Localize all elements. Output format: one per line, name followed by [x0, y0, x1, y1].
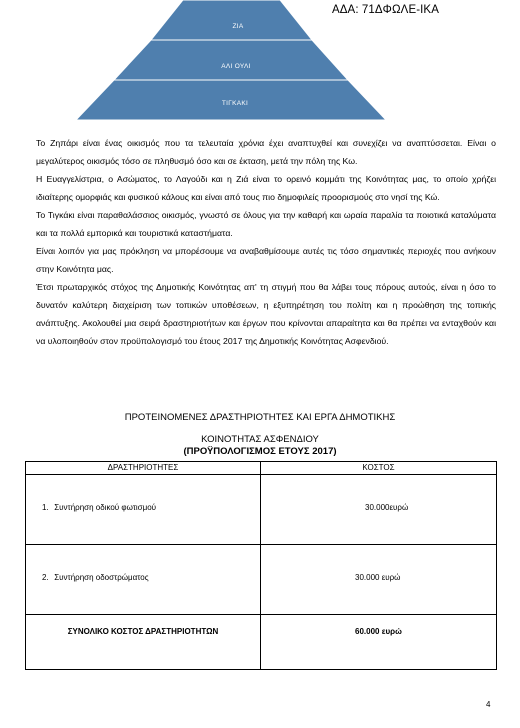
paragraph-zipari: Το Ζηπάρι είναι ένας οικισμός που τα τελευταία χρόνια έχει αναπτυχθεί και συνεχίζει να αναπτύσσεται. Είναι ο μεγαλύτερος οικισμός τόσο σε πληθυσμό όσο και σε έκταση, μετά την πόλη της Κω. — [36, 138, 496, 166]
paragraph-mountain-villages: Η Ευαγγελίστρια, ο Ασώματος, το Λαγούδι και η Ζιά είναι το ορεινό κομμάτι της Κοινότητας μας, το οποίο χρήζει ιδιαίτερης ομορφιάς και φυσικού κάλους και είναι από τους πιο δημοφιλείς προορισμούς στο νησί της Κώ. — [36, 174, 496, 202]
activities-table — [25, 461, 497, 670]
table-row — [26, 475, 497, 545]
header-activities: ΔΡΑΣΤΗΡΙΟΤΗΤΕΣ — [26, 462, 261, 475]
pyramid-level-top — [151, 0, 312, 40]
activity-name: Συντήρηση οδικού φωτισμού — [54, 503, 157, 512]
section-heading-line2: ΚΟΙΝΟΤΗΤΑΣ ΑΣΦΕΝΔΙΟΥ — [201, 434, 319, 445]
section-heading-line1: ΠΡΟΤΕΙΝΟΜΕΝΕΣ ΔΡΑΣΤΗΡΙΟΤΗΤΕΣ ΚΑΙ ΕΡΓΑ ΔΗΜΟΤΙΚΗΣ — [124, 412, 396, 423]
cost-cell: 30.000 ευρώ — [261, 545, 497, 615]
total-label: ΣΥΝΟΛΙΚΟ ΚΟΣΤΟΣ ΔΡΑΣΤΗΡΙΟΤΗΤΩΝ — [26, 615, 261, 670]
table-header-row — [26, 462, 497, 475]
activity-cell — [26, 475, 261, 545]
pyramid-label-zia: ΖΙΑ — [232, 23, 244, 30]
activity-name: Συντήρηση οδοστρώματος — [54, 573, 149, 582]
table-total-row — [26, 615, 497, 670]
table-row — [26, 545, 497, 615]
section-heading-line3: (ΠΡΟΫΠΟΛΟΓΙΣΜΟΣ ΕΤΟΥΣ 2017) — [183, 446, 337, 457]
pyramid-label-middle: ΑΛΙ ΟΥΛΙ — [221, 63, 251, 70]
page-number: 4 — [486, 700, 491, 709]
header-cost: ΚΟΣΤΟΣ — [261, 462, 497, 475]
activity-cell — [26, 545, 261, 615]
total-cost: 60.000 ευρώ — [261, 615, 497, 670]
paragraph-tigkaki: Το Τιγκάκι είναι παραθαλάσσιος οικισμός, γνωστό σε όλους για την καθαρή και ωραία παραλία τα ποιοτικά καταλύματα και τα πολλά εμπορικά και τουριστικά καταστήματα. — [36, 210, 496, 238]
cost-cell: 30.000ευρώ — [261, 475, 497, 545]
pyramid-level-middle — [114, 40, 348, 80]
pyramid-label-tigkaki: ΤΙΓΚΑΚΙ — [221, 100, 249, 107]
paragraph-goal: Έτσι πρωταρχικός στόχος της Δημοτικής Κοινότητας απ' τη στιγμή που θα λάβει τους πόρους αυτούς, είναι η όσο το δυνατόν καλύτερη διαχείριση των τοπικών υποθέσεων, η εξυπηρέτηση του πολίτη και η προώθηση της τοπικής ανάπτυξης. Ακολουθεί μια σειρά δραστηριοτήτων και έργων που κρίνονται απαραίτητα και θα πρέπει να ενταχθούν και να υλοποιηθούν στον προϋπολογισμό του έτους 2017 της Δημοτικής Κοινότητας Ασφενδιού. — [36, 282, 496, 346]
paragraph-challenge: Είναι λοιπόν για μας πρόκληση να μπορέσουμε να αναβαθμίσουμε αυτές τις τόσο σημαντικές περιοχές που ανήκουν στην Κοινότητα μας. — [36, 246, 496, 274]
pyramid-diagram — [50, 0, 400, 120]
item-number: 2. — [42, 573, 49, 582]
body-text — [36, 134, 496, 350]
ada-code: ΑΔΑ: 71ΔΦΩΛΕ-ΙΚΑ — [332, 4, 439, 16]
item-number: 1. — [42, 503, 49, 512]
